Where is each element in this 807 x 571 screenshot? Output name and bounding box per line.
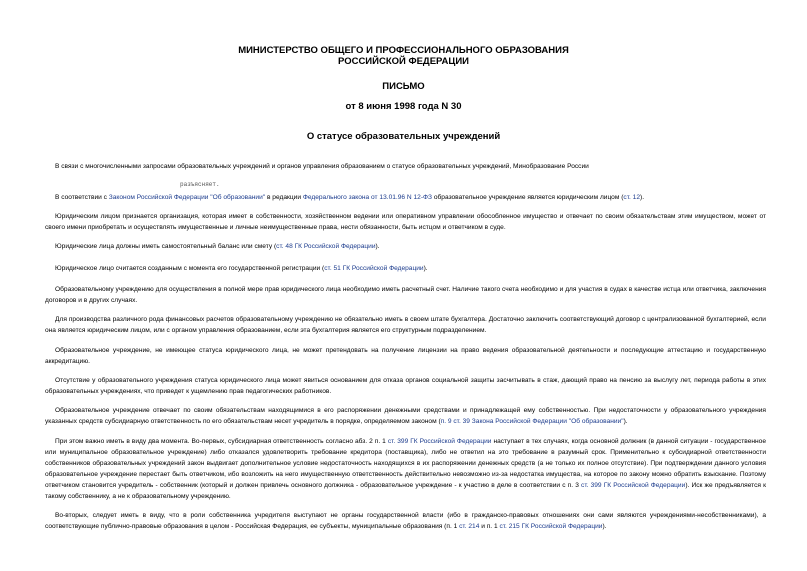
link-law-on-education[interactable]: Законом Российской Федерации "Об образовании" [108,194,266,201]
ministry-heading: МИНИСТЕРСТВО ОБЩЕГО И ПРОФЕССИОНАЛЬНОГО ОБРАЗОВАНИЯ [238,45,569,56]
link-article-214[interactable]: ст. 214 [459,523,480,530]
link-article-12[interactable]: ст. 12 [623,194,641,201]
text-fragment: ). [602,523,607,530]
doc-type-heading: ПИСЬМО [382,81,425,92]
text-fragment: ). [375,243,380,250]
paragraph-balance [45,241,766,252]
link-article-51[interactable]: ст. 51 ГК Российской Федерации [324,265,424,272]
link-article-399[interactable]: ст. 399 ГК Российской Федерации [387,438,492,445]
paragraph-liability [45,405,766,427]
link-law-article-39[interactable]: п. 9 ст. 39 Закона Российской Федерации "Об образовании" [440,418,624,425]
paragraph-subsidiary-liability [45,436,766,502]
paragraph-accountant: Для производства различного рода финансовых расчетов образовательному учреждению не обязательно иметь в своем штате бухгалтера. Достаточно заключить соответствующий договор с централизованной бухгалтерией, если она является юридическим лицом, или с органом управления образованием, если эта бухгалтерия является его структурным подразделением. [45,316,766,334]
text-fragment: ). Иск же предъявляется к такому собственнику, а не к образовательному учреждению. [45,482,766,500]
text-fragment: Во-вторых, следует иметь в виду, что в роли собственника учредителя выступают не органы государственной власти (ибо в гражданско-правовых отношениях они сами являются учреждениями-несобственниками), а соответствующие публично-правовые образования в целом - Российская Федерация, ее субъекты, муниципальные образования (п. 1 [45,512,766,530]
link-article-399-second[interactable]: ст. 399 ГК Российской Федерации [581,482,686,489]
text-fragment: наступает в тех случаях, когда основной должник (в данной ситуации - государственное или муниципальное образовательное учреждение) либо отказался удовлетворить требование кредитора (поставщика), либо не ответил на это требование в разумный срок. Применительно к субсидиарной ответственности собственников образовательных учреждений закон выдвигает дополнительное условие недостаточность находящихся в их распоряжении денежных средств (а не только их полное отсутствие). При подтверждении данного условия образовательное учреждение перестает быть ответчиком, ибо возложить на него имущественную ответственность действительно невозможно из-за недостатка имущества, на которое по закону можно обратить взыскание. Поэтому ответчиком становится учредитель - собственник (который и должен привлечь основного должника - образовательное учреждение - к участию в деле в соответствии с п. 3 [45,438,767,489]
text-fragment: Образовательное учреждение отвечает по своим обязательствам находящимися в его распоряжении денежными средствами и принадлежащей ему собственностью. При недостаточности у образовательного учреждения указанных средств субсидиарную ответственность по его обязательствам несет учредитель в порядке, определяемом законом ( [45,407,766,425]
intro-paragraph: В связи с многочисленными запросами образовательных учреждений и органов управления образованием о статусе образовательных учреждений, Минобразование России [55,163,589,170]
text-fragment: и п. 1 [479,523,500,530]
paragraph-pension: Отсутствие у образовательного учреждения статуса юридического лица может явиться основанием для отказа органов социальной защиты засчитывать в стаж, дающий право на пенсию за выслугу лет, периода работы в этих образовательных учреждениях, что приведет к ущемлению прав педагогических работников. [45,377,766,395]
text-fragment: ). [623,418,628,425]
paragraph-legal-entity-definition: Юридическим лицом признается организация, которая имеет в собственности, хозяйственном ведении или оперативном управлении обособленное имущество и отвечает по своим обязательствам этим имуществом, может от своего имени приобретать и осуществлять имущественные и личные неимущественные права, нести обязанности, быть истцом и ответчиком в суде. [45,213,766,231]
text-fragment: ). [423,265,428,272]
explains-word: разъясняет. [180,181,220,188]
text-fragment: в редакции [265,194,303,201]
paragraph-owner-role [45,510,766,532]
date-number-heading: от 8 июня 1998 года N 30 [345,101,462,112]
paragraph-bank-account: Образовательному учреждению для осуществления в полной мере прав юридического лица необходимо иметь расчетный счет. Наличие такого счета необходимо и для участия в судах в качестве истца или ответчика, заключения договоров и в других случаях. [45,286,766,304]
text-fragment: В соответствии с [55,194,109,201]
link-article-48[interactable]: ст. 48 ГК Российской Федерации [276,243,376,250]
country-heading: РОССИЙСКОЙ ФЕДЕРАЦИИ [337,56,469,67]
text-fragment: При этом важно иметь в виду два момента. Во-первых, субсидиарная ответственность согласно абз. 2 п. 1 [55,438,388,445]
paragraph-license: Образовательное учреждение, не имеющее статуса юридического лица, не может претендовать на получение лицензии на право ведения образовательной деятельности и последующие аттестацию и государственную аккредитацию. [45,347,766,365]
link-federal-law-12fz[interactable]: Федерального закона от 13.01.96 N 12-ФЗ [302,194,433,201]
document-title: О статусе образовательных учреждений [306,131,501,142]
link-article-215[interactable]: ст. 215 ГК Российской Федерации [499,523,603,530]
paragraph-legal-status [45,192,766,203]
text-fragment: образовательное учреждение является юридическим лицом ( [432,194,624,201]
text-fragment: ). [640,194,645,201]
text-fragment: Юридические лица должны иметь самостоятельный баланс или смету ( [55,243,277,250]
text-fragment: Юридическое лицо считается созданным с момента его государственной регистрации ( [55,265,325,272]
paragraph-registration [45,263,766,274]
